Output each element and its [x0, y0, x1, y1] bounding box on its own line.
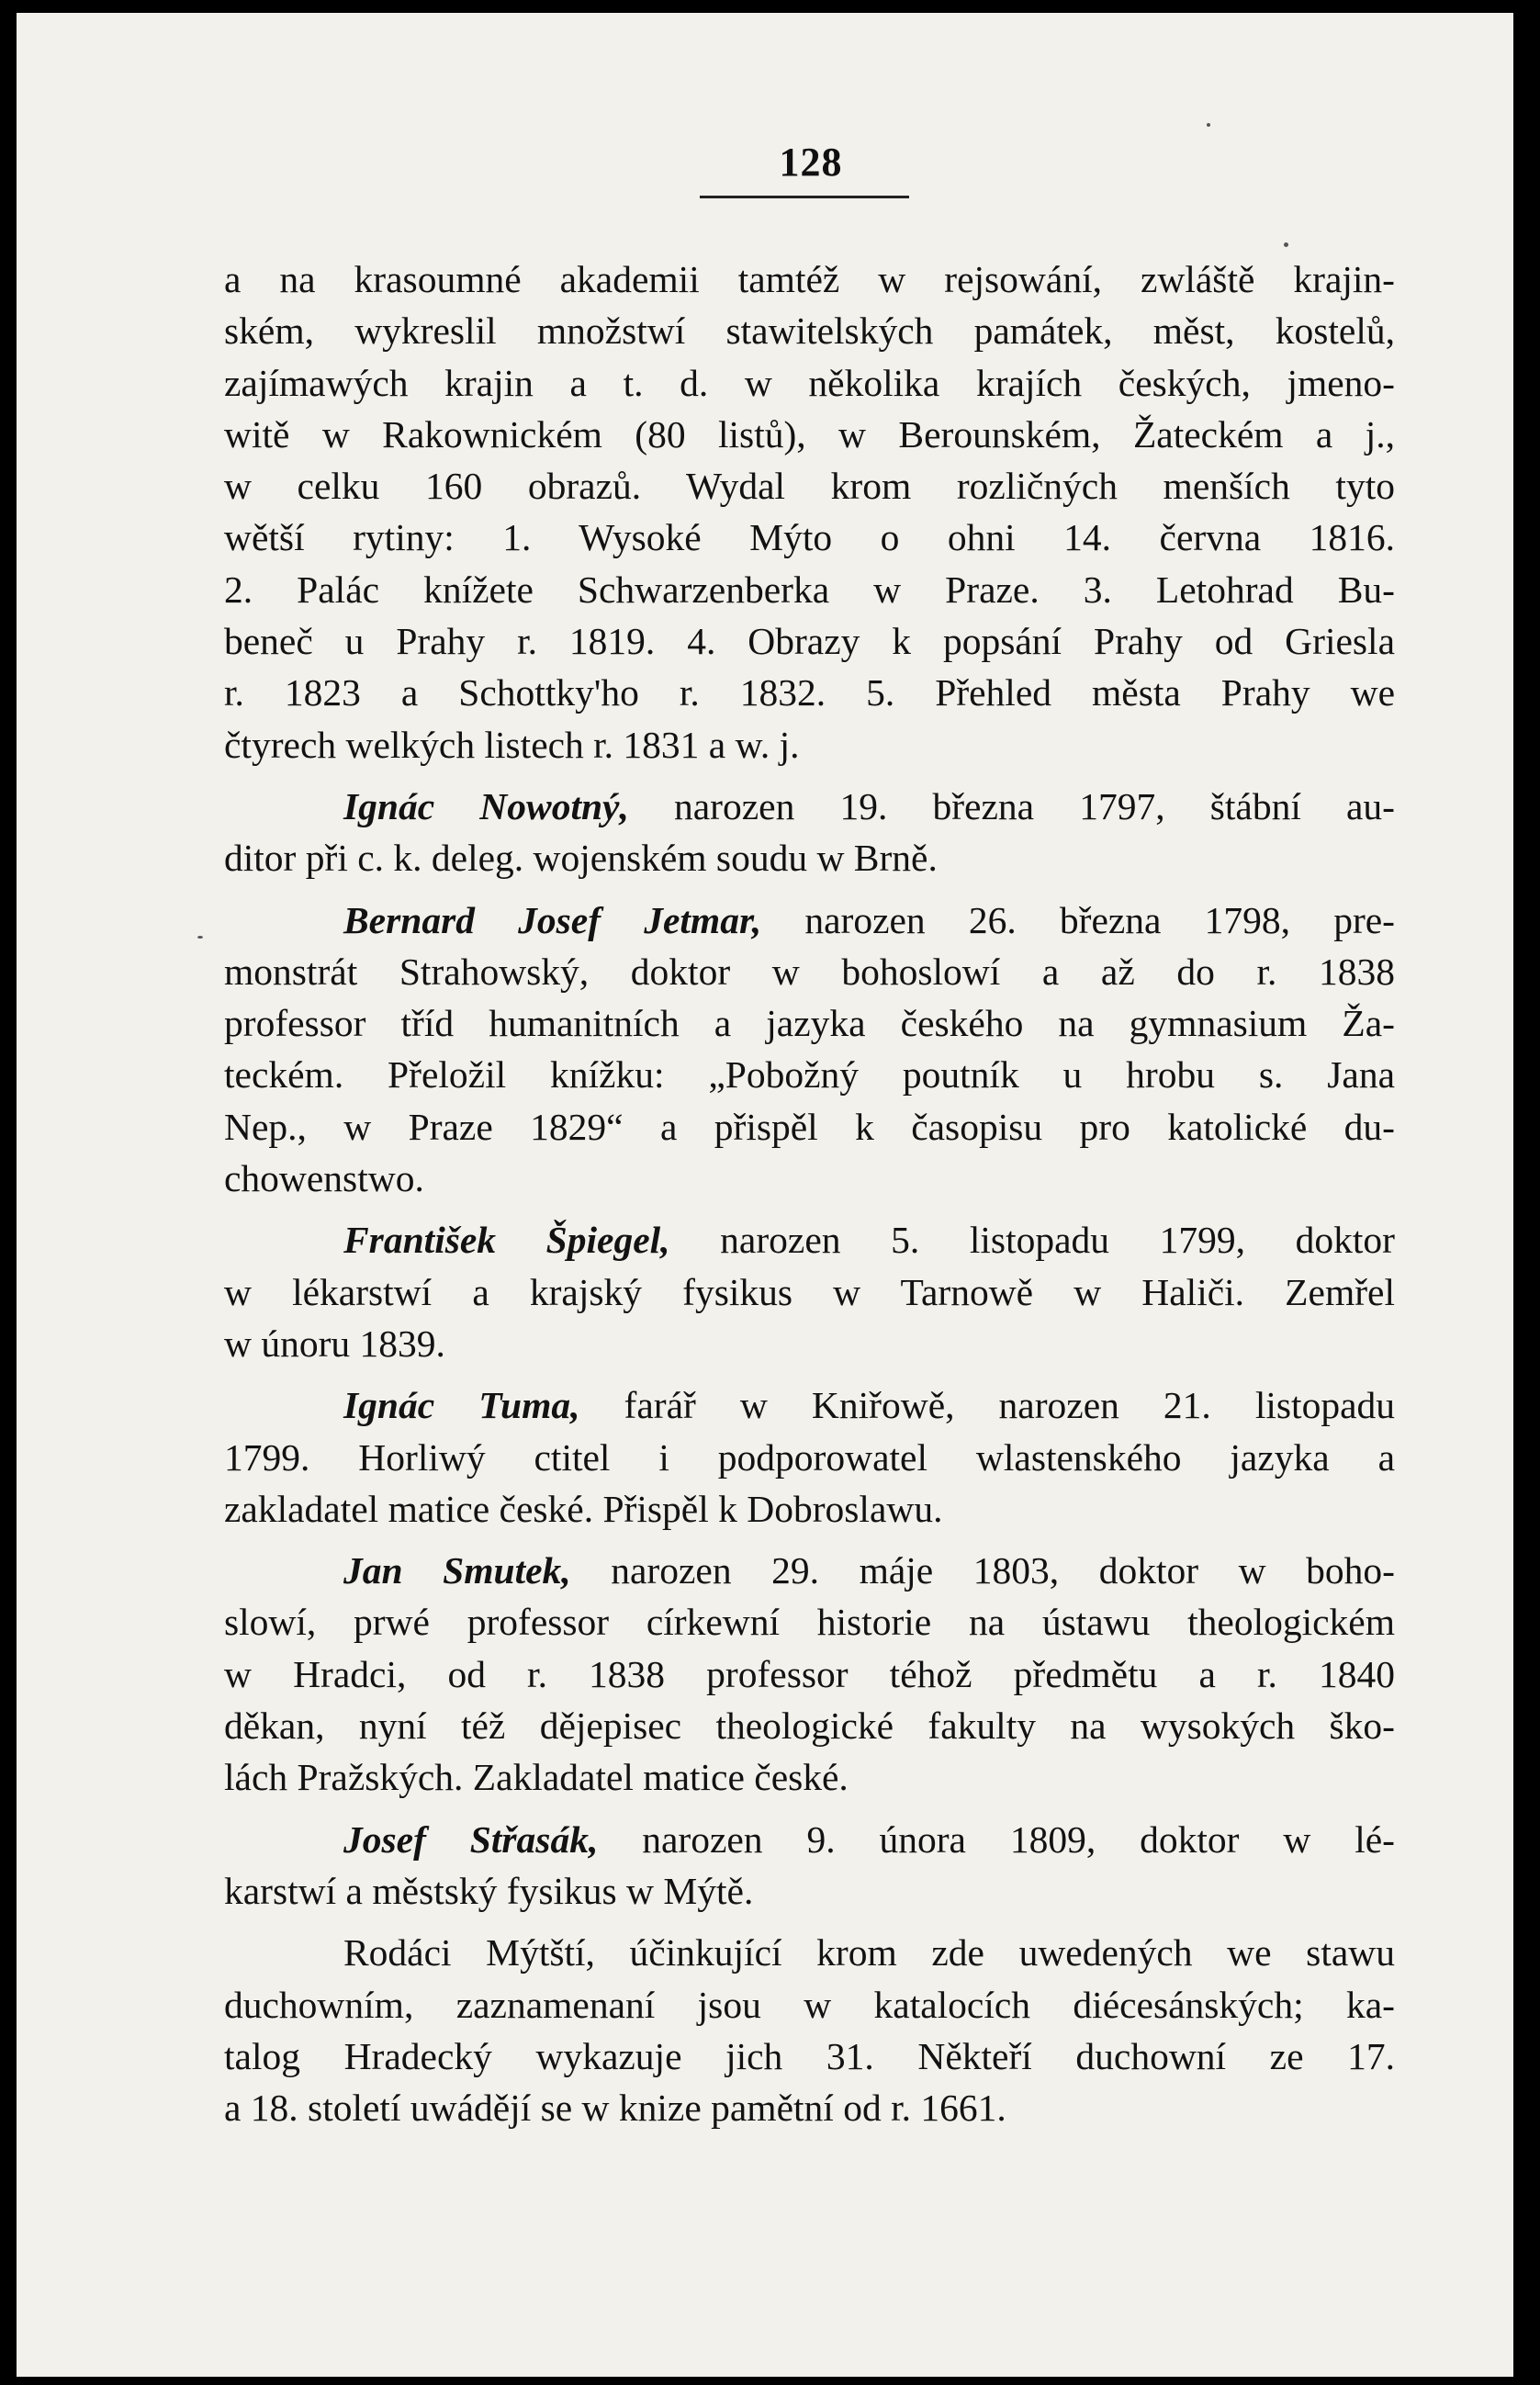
- text-line: [224, 1379, 1395, 1431]
- text-line: w Hradci, od r. 1838 professor téhož předmětu a r. 1840: [224, 1652, 1395, 1695]
- text-line: Nep., w Praze 1829“ a přispěl k časopisu pro katolické du-: [224, 1105, 1395, 1148]
- text-line: ském, wykreslil množstwí stawitelských památek, měst, kostelů,: [224, 309, 1395, 353]
- text-line: zakladatel matice české. Přispěl k Dobroslawu.: [224, 1487, 943, 1530]
- page-number-rule: [700, 196, 909, 198]
- text-line: děkan, nyní též dějepisec theologické fakulty na wysokých ško-: [224, 1704, 1395, 1748]
- person-name: Jan Smutek,: [343, 1549, 571, 1592]
- text-line: čtyrech welkých listech r. 1831 a w. j.: [224, 723, 800, 766]
- text-line: witě w Rakownickém (80 listů), w Berounském, Žateckém a j.,: [224, 412, 1395, 456]
- entry-ignac-nowotny: [224, 781, 1395, 884]
- entry-bernard-josef-jetmar: [224, 894, 1395, 1205]
- text-line: professor tříd humanitních a jazyka českého na gymnasium Ža-: [224, 1002, 1395, 1045]
- text-line: zajímawých krajin a t. d. w několika krajích českých, jmeno-: [224, 361, 1395, 404]
- text-line: 1799. Horliwý ctitel i podporowatel wlastenského jazyka a: [224, 1435, 1395, 1479]
- paragraph-continuation: [224, 253, 1395, 771]
- text-fragment: narozen 19. března 1797, štábní au-: [628, 784, 1395, 827]
- paragraph-rodaci: [224, 1927, 1395, 2133]
- text-fragment: narozen 5. listopadu 1799, doktor: [669, 1219, 1395, 1262]
- scan-speck: [1284, 242, 1288, 247]
- text-line: a 18. století uwádějí se w knize pamětní od r. 1661.: [224, 2087, 1006, 2130]
- entry-jan-smutek: [224, 1545, 1395, 1803]
- text-line: w celku 160 obrazů. Wydal krom rozličných menších tyto: [224, 465, 1395, 508]
- page-body: [224, 253, 1395, 2143]
- text-line: chowenstwo.: [224, 1157, 424, 1200]
- text-line: duchowním, zaznamenaní jsou w katalocích diécesánských; ka-: [224, 1983, 1395, 2026]
- entry-josef-strasak: [224, 1814, 1395, 1918]
- text-fragment: farář w Kniřowě, narozen 21. listopadu: [579, 1384, 1395, 1427]
- person-name: Bernard Josef Jetmar,: [343, 898, 762, 941]
- entry-frantisek-spiegel: [224, 1214, 1395, 1369]
- text-line: karstwí a městský fysikus w Mýtě.: [224, 1869, 754, 1912]
- person-name: František Špiegel,: [343, 1219, 670, 1262]
- text-line: teckém. Přeložil knížku: „Pobožný poutník u hrobu s. Jana: [224, 1053, 1395, 1097]
- text-line: 2. Palác knížete Schwarzenberka w Praze. 3. Letohrad Bu-: [224, 568, 1395, 611]
- text-line: [224, 1545, 1395, 1596]
- person-name: Josef Střasák,: [343, 1817, 599, 1861]
- text-line: w lékarstwí a krajský fysikus w Tarnowě w Haliči. Zemřel: [224, 1270, 1395, 1313]
- text-line: w únoru 1839.: [224, 1322, 445, 1365]
- text-line: monstrát Strahowský, doktor w bohoslowí a až do r. 1838: [224, 950, 1395, 993]
- text-line: [224, 1814, 1395, 1865]
- book-page: [17, 13, 1513, 2377]
- page-number: 128: [779, 140, 843, 185]
- text-line: ditor při c. k. deleg. wojenském soudu w Brně.: [224, 837, 938, 880]
- text-line: wětší rytiny: 1. Wysoké Mýto o ohni 14. června 1816.: [224, 516, 1395, 559]
- text-line: [224, 781, 1395, 832]
- text-line: slowí, prwé professor církewní historie na ústawu theologickém: [224, 1601, 1395, 1644]
- text-line: [224, 1214, 1395, 1266]
- person-name: Ignác Nowotný,: [343, 784, 629, 827]
- text-fragment: narozen 26. března 1798, pre-: [761, 898, 1396, 941]
- person-name: Ignác Tuma,: [343, 1384, 580, 1427]
- text-line: beneč u Prahy r. 1819. 4. Obrazy k popsání Prahy od Griesla: [224, 620, 1395, 663]
- text-line: [224, 894, 1395, 946]
- text-fragment: narozen 29. máje 1803, doktor w boho-: [570, 1549, 1395, 1592]
- text-fragment: narozen 9. února 1809, doktor w lé-: [598, 1817, 1395, 1861]
- entry-ignac-tuma: [224, 1379, 1395, 1535]
- text-line: lách Pražských. Zakladatel matice české.: [224, 1756, 849, 1799]
- text-line: a na krasoumné akademii tamtéž w rejsowání, zwláště krajin-: [224, 258, 1395, 300]
- text-line: talog Hradecký wykazuje jich 31. Někteří duchowní ze 17.: [224, 2034, 1395, 2077]
- text-line: Rodáci Mýtští, účinkující krom zde uwedených we stawu: [343, 1931, 1395, 1974]
- scan-speck: [1207, 123, 1210, 127]
- scan-speck: [197, 936, 203, 939]
- text-line: r. 1823 a Schottky'ho r. 1832. 5. Přehled města Prahy we: [224, 671, 1395, 714]
